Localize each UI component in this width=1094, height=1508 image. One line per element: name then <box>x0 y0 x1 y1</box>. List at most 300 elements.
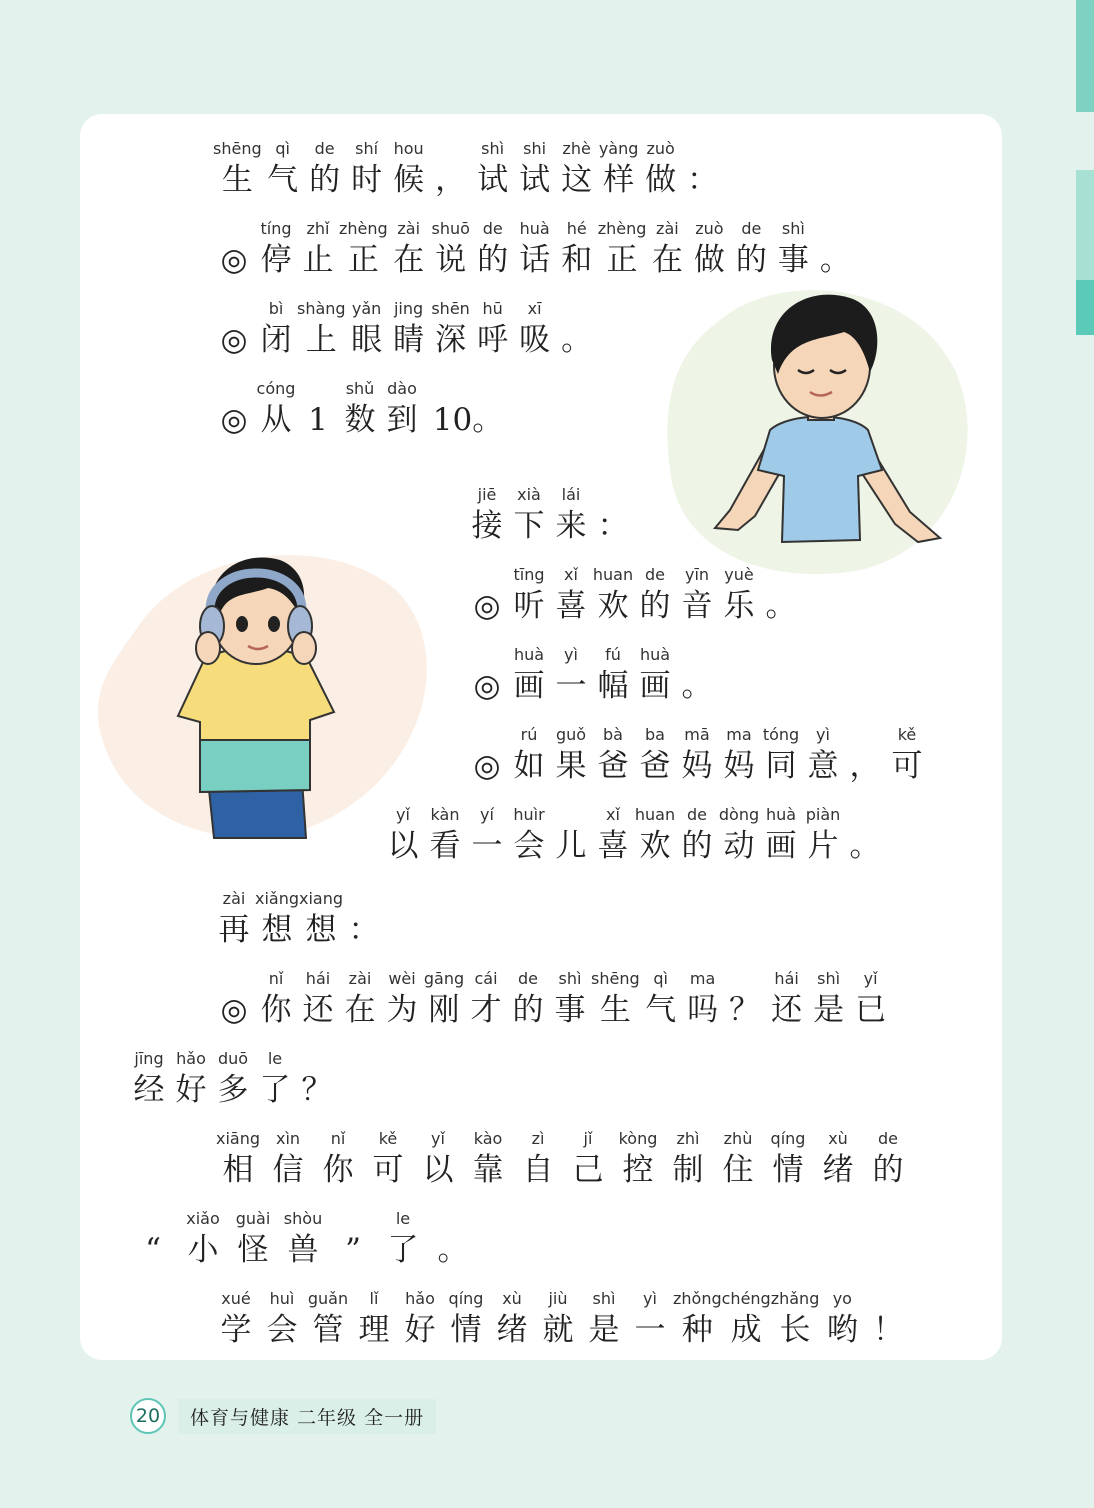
hanzi: 。 <box>437 1232 469 1268</box>
hanzi-with-pinyin <box>263 1128 313 1190</box>
hanzi-with-pinyin <box>634 644 676 706</box>
hanzi: 一 <box>471 828 503 864</box>
book-title: 体育与健康 二年级 全一册 <box>178 1399 436 1434</box>
hanzi-with-pinyin <box>760 724 802 786</box>
pinyin: zhǒng <box>673 1289 722 1308</box>
hanzi: 妈 <box>681 748 713 784</box>
hanzi: 管 <box>312 1312 344 1348</box>
hanzi-with-pinyin <box>592 644 634 706</box>
hanzi: 画 <box>639 668 671 704</box>
hanzi-with-pinyin <box>463 1128 513 1190</box>
hanzi-with-pinyin <box>718 564 760 626</box>
hanzi: 在 <box>344 992 376 1028</box>
illustration-boy-headphones <box>96 540 456 840</box>
hanzi-with-pinyin <box>378 1208 428 1270</box>
hanzi: 还 <box>771 992 803 1028</box>
hanzi-with-pinyin <box>466 564 508 626</box>
hanzi-with-pinyin <box>634 564 676 626</box>
hanzi: 经 <box>133 1072 165 1108</box>
hanzi: 以 <box>387 828 419 864</box>
hanzi: 的 <box>639 588 671 624</box>
hanzi: 下 <box>513 508 545 544</box>
hanzi: 以 <box>422 1152 454 1188</box>
hanzi-with-pinyin <box>413 1128 463 1190</box>
hanzi: ？ <box>729 992 761 1028</box>
hanzi-with-pinyin <box>688 218 730 280</box>
hanzi: 的 <box>477 242 509 278</box>
pinyin: shi <box>523 139 547 158</box>
hanzi: 和 <box>561 242 593 278</box>
side-tab-top <box>1076 0 1094 112</box>
hanzi: 会 <box>513 828 545 864</box>
hanzi-with-pinyin <box>718 804 760 866</box>
hanzi-with-pinyin <box>343 888 385 950</box>
hanzi: 音 <box>681 588 713 624</box>
hanzi-with-pinyin <box>808 968 850 1030</box>
hanzi: 说 <box>435 242 467 278</box>
pinyin: nǐ <box>268 969 284 988</box>
hanzi-with-pinyin <box>550 804 592 866</box>
pinyin: le <box>267 1049 283 1068</box>
hanzi-with-pinyin <box>508 564 550 626</box>
pinyin: bà <box>603 725 623 744</box>
hanzi: 好 <box>175 1072 207 1108</box>
hanzi-with-pinyin <box>598 138 640 200</box>
hanzi-with-pinyin <box>640 968 682 1030</box>
hanzi: 片 <box>807 828 839 864</box>
hanzi: 气 <box>645 992 677 1028</box>
hanzi-with-pinyin <box>313 1128 363 1190</box>
hanzi-with-pinyin <box>634 804 676 866</box>
hanzi: 兽 <box>287 1232 319 1268</box>
pinyin: zài <box>222 889 246 908</box>
hanzi-with-pinyin <box>592 724 634 786</box>
pinyin: xiāng <box>215 1129 260 1148</box>
hanzi-with-pinyin <box>489 1288 535 1350</box>
hanzi-with-pinyin <box>772 218 814 280</box>
pinyin: xiang <box>299 889 344 908</box>
hanzi: ： <box>687 162 719 198</box>
hanzi: 的 <box>681 828 713 864</box>
pinyin: kàn <box>430 805 460 824</box>
hanzi: 眼 <box>351 322 383 358</box>
pinyin: zuò <box>695 219 724 238</box>
hanzi-with-pinyin <box>549 968 591 1030</box>
hanzi: 成 <box>730 1312 762 1348</box>
hanzi: 相 <box>222 1152 254 1188</box>
hanzi: 绪 <box>496 1312 528 1348</box>
pinyin: zhè <box>562 139 591 158</box>
hanzi-with-pinyin <box>213 378 255 440</box>
hanzi: 做 <box>693 242 725 278</box>
pinyin: cái <box>474 969 498 988</box>
pinyin: shēn <box>431 299 470 318</box>
hanzi: 控 <box>622 1152 654 1188</box>
hanzi: 己 <box>572 1152 604 1188</box>
pinyin: chéng <box>721 1289 771 1308</box>
hanzi: 住 <box>722 1152 754 1188</box>
hanzi-with-pinyin <box>428 1208 478 1270</box>
pinyin: tīng <box>513 565 545 584</box>
pinyin: yǐ <box>431 1129 445 1148</box>
hanzi: 学 <box>220 1312 252 1348</box>
hanzi: 一 <box>555 668 587 704</box>
hanzi: 果 <box>555 748 587 784</box>
hanzi: 信 <box>272 1152 304 1188</box>
hanzi-with-pinyin <box>213 138 262 200</box>
pinyin: kě <box>897 725 917 744</box>
pinyin: yīn <box>684 565 710 584</box>
hanzi-with-pinyin <box>634 724 676 786</box>
pinyin: jing <box>393 299 424 318</box>
pinyin: shì <box>558 969 582 988</box>
hanzi-with-pinyin <box>128 1048 170 1110</box>
pinyin: huà <box>519 219 550 238</box>
hanzi-with-pinyin <box>550 484 592 546</box>
hanzi: ： <box>348 912 380 948</box>
hanzi: 再 <box>218 912 250 948</box>
hanzi-with-pinyin <box>663 1128 713 1190</box>
hanzi: 欢 <box>597 588 629 624</box>
hanzi-with-pinyin <box>507 968 549 1030</box>
pinyin: shēng <box>213 139 262 158</box>
hanzi-with-pinyin <box>259 1288 305 1350</box>
hanzi: 还 <box>302 992 334 1028</box>
pinyin: rú <box>520 725 538 744</box>
hanzi: 会 <box>266 1312 298 1348</box>
hanzi-with-pinyin <box>170 1048 212 1110</box>
pinyin: yǐ <box>396 805 410 824</box>
hanzi-with-pinyin <box>297 218 339 280</box>
pinyin: shì <box>817 969 841 988</box>
hanzi: 幅 <box>597 668 629 704</box>
hanzi: 情 <box>772 1152 804 1188</box>
hanzi: 妈 <box>723 748 755 784</box>
hanzi: 做 <box>645 162 677 198</box>
pinyin: jīng <box>134 1049 164 1068</box>
hanzi-with-pinyin <box>346 138 388 200</box>
text-line <box>466 484 634 546</box>
hanzi-with-pinyin <box>676 644 718 706</box>
hanzi-with-pinyin <box>430 298 472 360</box>
hanzi: 才 <box>470 992 502 1028</box>
pinyin: xìn <box>275 1129 301 1148</box>
text-line <box>213 298 598 360</box>
hanzi: 1 <box>308 402 328 438</box>
hanzi: ， <box>435 162 467 198</box>
hanzi: 听 <box>513 588 545 624</box>
pinyin: zhèng <box>339 219 388 238</box>
hanzi-with-pinyin <box>213 1128 263 1190</box>
hanzi: 。 <box>849 828 881 864</box>
hanzi: 为 <box>386 992 418 1028</box>
hanzi-with-pinyin <box>299 888 343 950</box>
hanzi-with-pinyin <box>613 1128 663 1190</box>
hanzi: 是 <box>813 992 845 1028</box>
hanzi: 呼 <box>477 322 509 358</box>
hanzi: 了 <box>387 1232 419 1268</box>
pinyin: yì <box>564 645 578 664</box>
hanzi: 自 <box>522 1152 554 1188</box>
hanzi-with-pinyin <box>213 968 255 1030</box>
hanzi: 从 <box>260 402 292 438</box>
hanzi: 。 <box>765 588 797 624</box>
hanzi: 爸 <box>597 748 629 784</box>
hanzi-with-pinyin <box>382 804 424 866</box>
hanzi-with-pinyin <box>844 724 886 786</box>
pinyin: hǎo <box>176 1049 206 1068</box>
hanzi: 儿 <box>555 828 587 864</box>
hanzi: 多 <box>217 1072 249 1108</box>
hanzi-with-pinyin <box>592 564 634 626</box>
hanzi: 靠 <box>472 1152 504 1188</box>
pinyin: hǎo <box>405 1289 435 1308</box>
pinyin: hái <box>305 969 331 988</box>
hanzi: 可 <box>891 748 923 784</box>
hanzi: 事 <box>554 992 586 1028</box>
hanzi: 就 <box>542 1312 574 1348</box>
hanzi-with-pinyin <box>514 138 556 200</box>
hanzi-with-pinyin <box>563 1128 613 1190</box>
hanzi-with-pinyin <box>278 1208 328 1270</box>
pinyin: zhì <box>676 1129 700 1148</box>
pinyin: de <box>314 139 335 158</box>
hanzi-with-pinyin <box>443 1288 489 1350</box>
pinyin: xī <box>527 299 542 318</box>
pinyin: fú <box>605 645 621 664</box>
hanzi-with-pinyin <box>328 1208 378 1270</box>
text-line <box>466 724 928 786</box>
hanzi-with-pinyin <box>255 298 297 360</box>
hanzi: 动 <box>723 828 755 864</box>
hanzi-with-pinyin <box>581 1288 627 1350</box>
hanzi: 画 <box>765 828 797 864</box>
pinyin: de <box>645 565 665 584</box>
pinyin: zài <box>348 969 372 988</box>
hanzi-with-pinyin <box>722 1288 771 1350</box>
hanzi-with-pinyin <box>388 138 430 200</box>
pinyin: lái <box>561 485 581 504</box>
pinyin: hou <box>393 139 424 158</box>
pinyin: zì <box>531 1129 545 1148</box>
pinyin: ba <box>645 725 665 744</box>
hanzi: 10。 <box>432 402 504 438</box>
hanzi: 。 <box>561 322 593 358</box>
hanzi-with-pinyin <box>466 724 508 786</box>
hanzi-with-pinyin <box>423 968 465 1030</box>
hanzi: 。 <box>819 242 851 278</box>
hanzi-with-pinyin <box>508 804 550 866</box>
hanzi-with-pinyin <box>296 1048 338 1110</box>
hanzi-with-pinyin <box>556 218 598 280</box>
hanzi-with-pinyin <box>255 888 299 950</box>
pinyin: hū <box>482 299 503 318</box>
hanzi-with-pinyin <box>682 138 724 200</box>
hanzi: 你 <box>322 1152 354 1188</box>
hanzi: 试 <box>519 162 551 198</box>
hanzi-with-pinyin <box>339 968 381 1030</box>
hanzi: ◎ <box>473 668 501 704</box>
pinyin: ma <box>689 969 716 988</box>
pinyin: cóng <box>256 379 296 398</box>
hanzi-with-pinyin <box>591 968 640 1030</box>
pinyin: qíng <box>770 1129 806 1148</box>
pinyin: de <box>482 219 503 238</box>
text-line <box>213 888 385 950</box>
hanzi: 数 <box>344 402 376 438</box>
pinyin: yí <box>480 805 494 824</box>
hanzi-with-pinyin <box>381 378 423 440</box>
hanzi: ◎ <box>473 588 501 624</box>
hanzi-with-pinyin <box>514 218 556 280</box>
hanzi-with-pinyin <box>724 968 766 1030</box>
hanzi-with-pinyin <box>255 218 297 280</box>
hanzi: 正 <box>606 242 638 278</box>
hanzi: 小 <box>187 1232 219 1268</box>
hanzi-with-pinyin <box>228 1208 278 1270</box>
hanzi: ◎ <box>220 322 248 358</box>
hanzi-with-pinyin <box>178 1208 228 1270</box>
hanzi-with-pinyin <box>676 724 718 786</box>
pinyin: xǐ <box>564 565 578 584</box>
pinyin: yuè <box>724 565 754 584</box>
hanzi: 了 <box>259 1072 291 1108</box>
hanzi: 如 <box>513 748 545 784</box>
pinyin: huà <box>765 805 797 824</box>
hanzi-with-pinyin <box>381 968 423 1030</box>
hanzi: 怪 <box>237 1232 269 1268</box>
pinyin: shuō <box>431 219 470 238</box>
hanzi-with-pinyin <box>363 1128 413 1190</box>
pinyin: de <box>687 805 707 824</box>
hanzi-with-pinyin <box>766 968 808 1030</box>
hanzi-with-pinyin <box>802 724 844 786</box>
hanzi-with-pinyin <box>508 724 550 786</box>
hanzi: 候 <box>393 162 425 198</box>
hanzi: 停 <box>260 242 292 278</box>
pinyin: dòng <box>718 805 760 824</box>
pinyin: yǐ <box>863 969 878 988</box>
hanzi: 制 <box>672 1152 704 1188</box>
hanzi: 欢 <box>639 828 671 864</box>
pinyin: yàng <box>598 139 639 158</box>
hanzi-with-pinyin <box>397 1288 443 1350</box>
hanzi: 试 <box>477 162 509 198</box>
pinyin: xué <box>221 1289 251 1308</box>
hanzi: 闭 <box>260 322 292 358</box>
pinyin: nǐ <box>330 1129 346 1148</box>
pinyin: guài <box>235 1209 271 1228</box>
pinyin: qì <box>653 969 668 988</box>
hanzi-with-pinyin <box>255 378 297 440</box>
hanzi: 是 <box>588 1312 620 1348</box>
hanzi-with-pinyin <box>760 804 802 866</box>
hanzi: ◎ <box>220 402 248 438</box>
hanzi: 已 <box>855 992 887 1028</box>
hanzi: 一 <box>634 1312 666 1348</box>
hanzi: 想 <box>305 912 337 948</box>
pinyin: zhǐ <box>306 219 330 238</box>
pinyin: gāng <box>423 969 465 988</box>
hanzi: ！ <box>872 1312 904 1348</box>
pinyin: qì <box>275 139 290 158</box>
hanzi-with-pinyin <box>676 564 718 626</box>
pinyin: kě <box>378 1129 398 1148</box>
hanzi-with-pinyin <box>802 804 844 866</box>
hanzi: 样 <box>603 162 635 198</box>
hanzi: 在 <box>393 242 425 278</box>
hanzi-with-pinyin <box>863 1128 913 1190</box>
page-footer <box>130 1398 436 1434</box>
hanzi: 看 <box>429 828 461 864</box>
hanzi-with-pinyin <box>466 484 508 546</box>
hanzi-with-pinyin <box>550 644 592 706</box>
pinyin: duō <box>217 1049 249 1068</box>
hanzi-with-pinyin <box>819 1288 865 1350</box>
hanzi: 事 <box>777 242 809 278</box>
hanzi: 吸 <box>519 322 551 358</box>
pinyin: guǒ <box>555 725 587 744</box>
hanzi-with-pinyin <box>351 1288 397 1350</box>
pinyin: mā <box>684 725 710 744</box>
hanzi: ： <box>597 508 629 544</box>
hanzi-with-pinyin <box>592 484 634 546</box>
pinyin: jiù <box>548 1289 568 1308</box>
pinyin: xǐ <box>606 805 620 824</box>
hanzi: 正 <box>347 242 379 278</box>
hanzi-with-pinyin <box>297 378 339 440</box>
pinyin: de <box>518 969 538 988</box>
pinyin: hái <box>774 969 799 988</box>
hanzi: ◎ <box>473 748 501 784</box>
hanzi-with-pinyin <box>430 138 472 200</box>
pinyin: zhǎng <box>770 1289 820 1308</box>
hanzi-with-pinyin <box>850 968 892 1030</box>
hanzi: 上 <box>305 322 337 358</box>
hanzi-with-pinyin <box>262 138 304 200</box>
pinyin: piàn <box>805 805 841 824</box>
pinyin: xiǎo <box>186 1209 220 1228</box>
hanzi: 生 <box>221 162 253 198</box>
hanzi: 深 <box>435 322 467 358</box>
pinyin: shì <box>481 139 505 158</box>
pinyin: zhù <box>723 1129 753 1148</box>
hanzi: ◎ <box>220 242 248 278</box>
hanzi-with-pinyin <box>771 1288 820 1350</box>
pinyin: xù <box>502 1289 522 1308</box>
page-number: 20 <box>130 1398 166 1434</box>
hanzi-with-pinyin <box>423 378 513 440</box>
pinyin: zài <box>656 219 679 238</box>
hanzi-with-pinyin <box>556 298 598 360</box>
side-tab-bottom <box>1076 280 1094 335</box>
pinyin: jǐ <box>583 1129 593 1148</box>
hanzi-with-pinyin <box>213 298 255 360</box>
text-line <box>213 218 856 280</box>
hanzi: ◎ <box>220 992 248 1028</box>
pinyin: yì <box>643 1289 657 1308</box>
pinyin: de <box>878 1129 898 1148</box>
hanzi-with-pinyin <box>508 484 550 546</box>
hanzi: 话 <box>519 242 551 278</box>
hanzi-with-pinyin <box>514 298 556 360</box>
pinyin: huà <box>639 645 671 664</box>
hanzi-with-pinyin <box>472 138 514 200</box>
hanzi: 。 <box>681 668 713 704</box>
hanzi-with-pinyin <box>814 218 856 280</box>
pinyin: zhèng <box>597 219 647 238</box>
text-line <box>128 1208 478 1270</box>
